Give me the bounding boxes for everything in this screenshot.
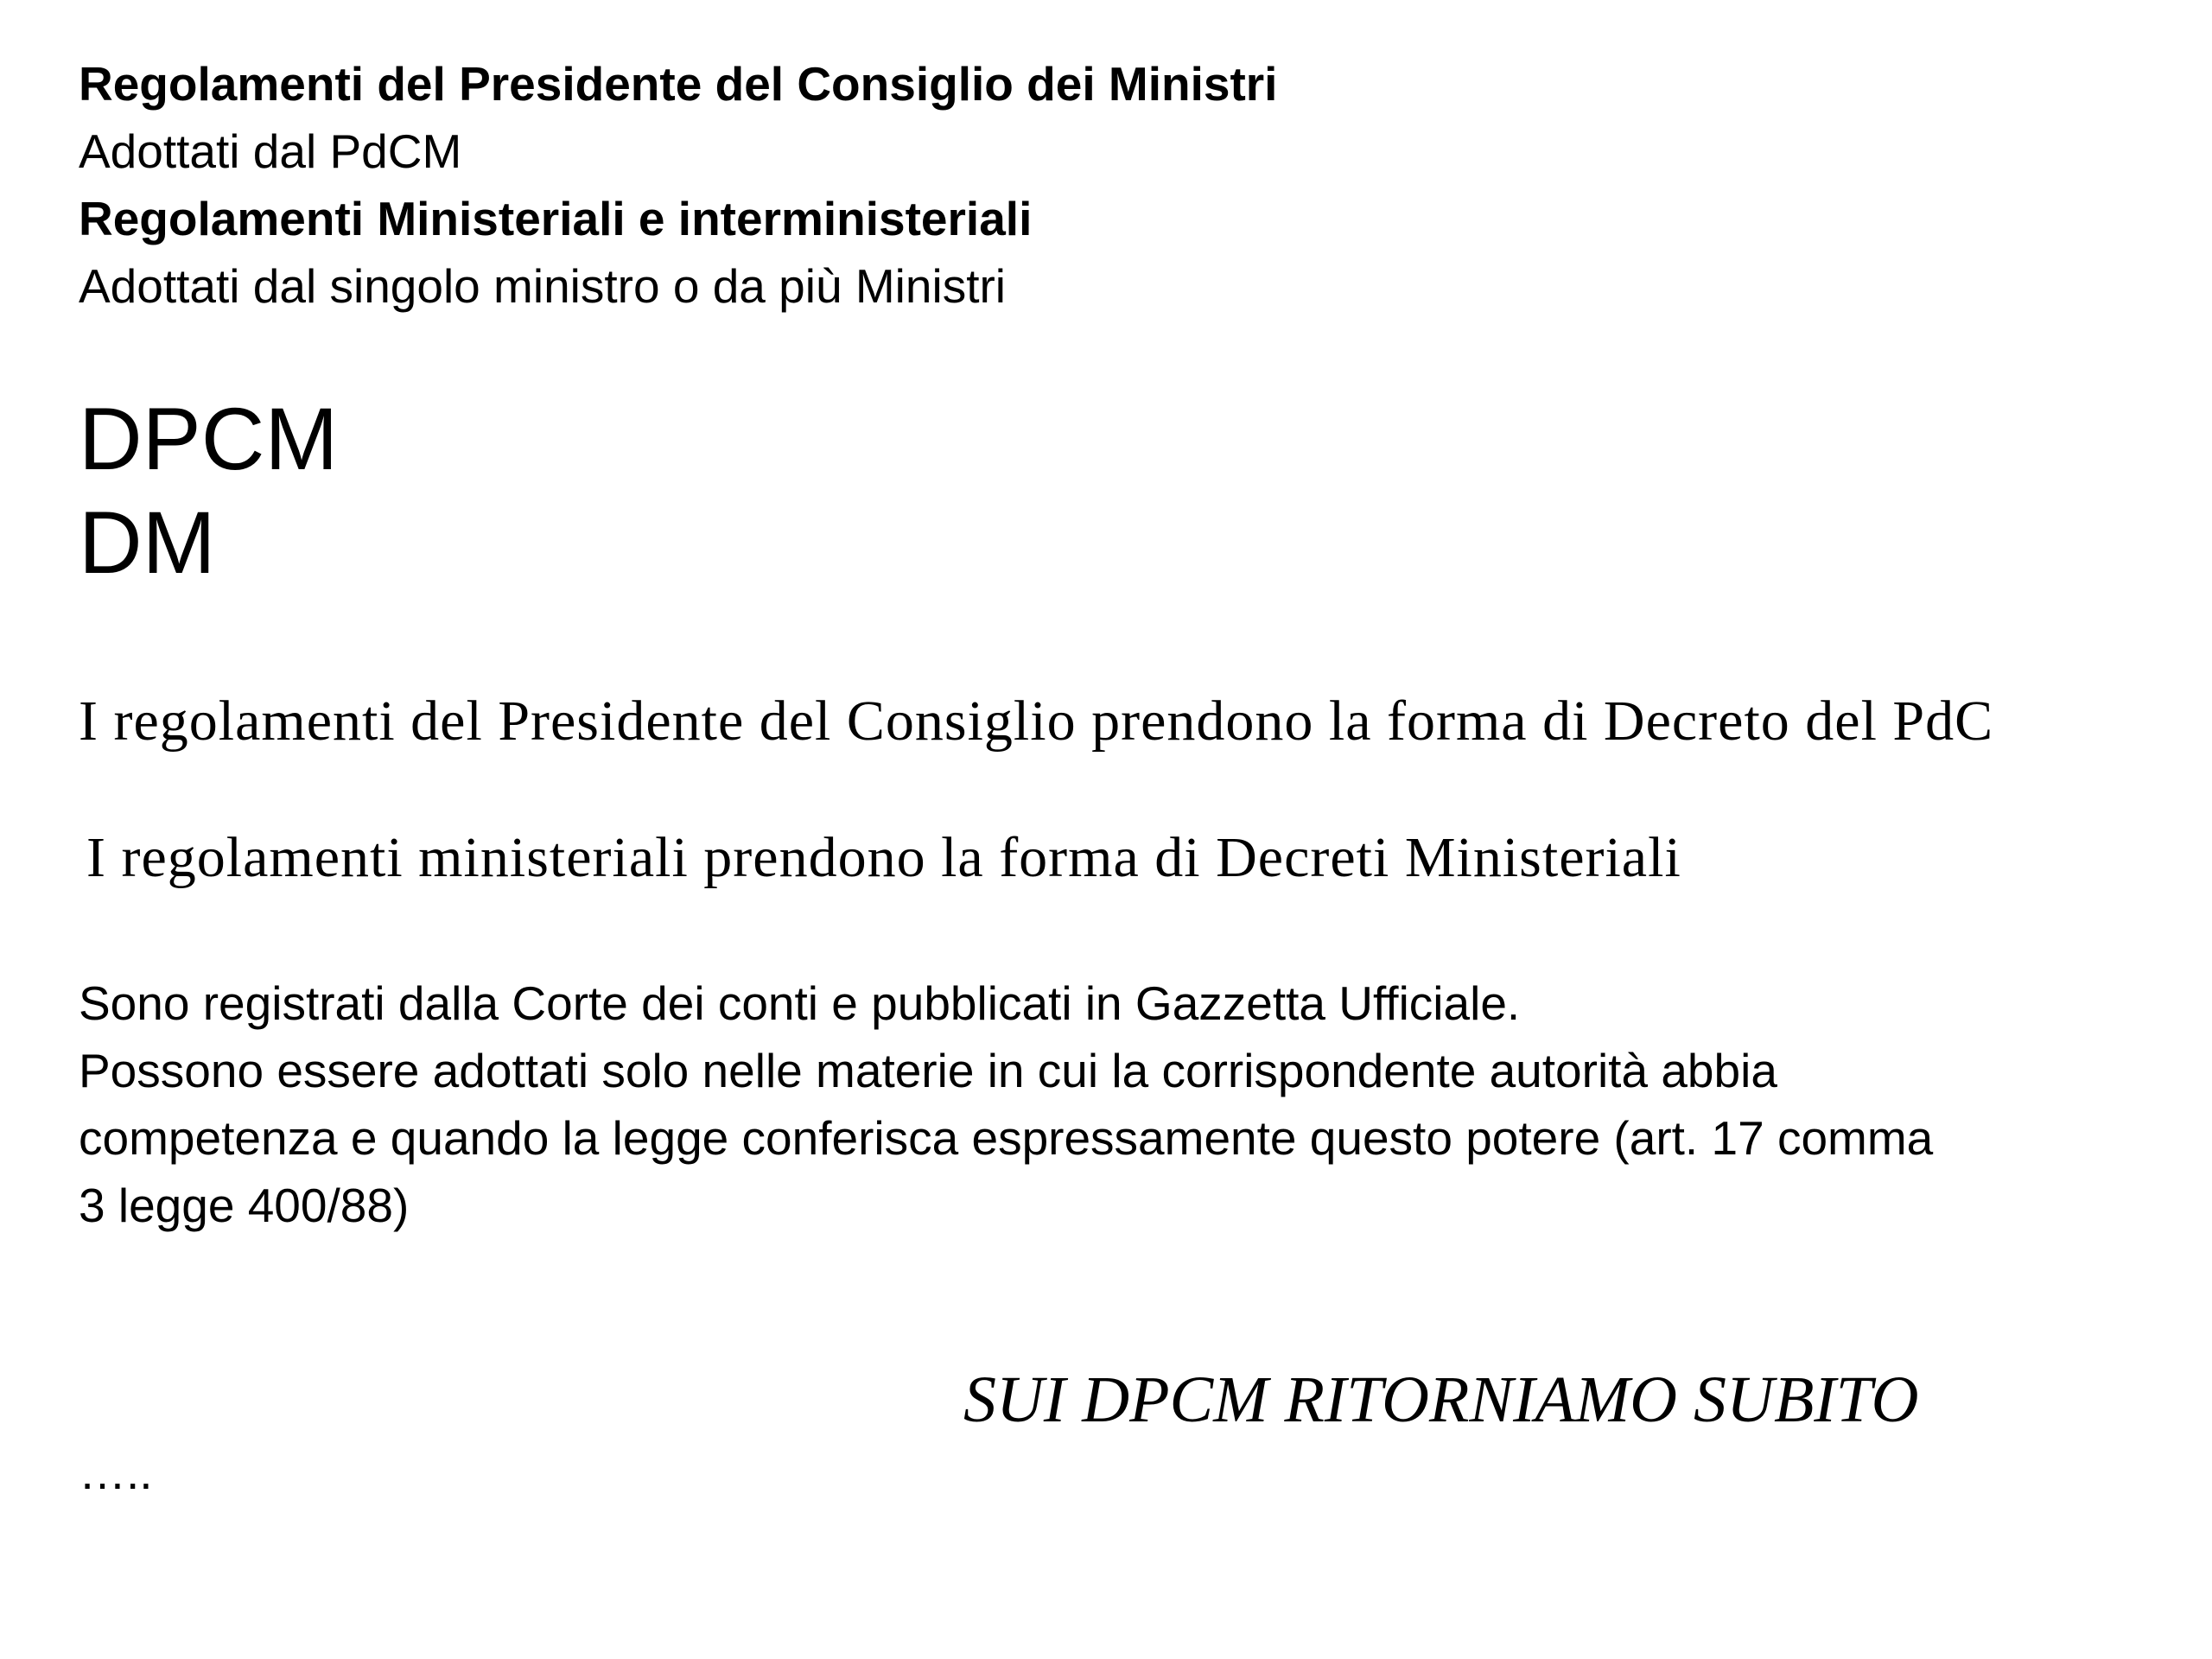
statement-pdc-form: I regolamenti del Presidente del Consiglio prendono la forma di Decreto del PdC: [79, 690, 1994, 753]
paragraph-registration: Sono registrati dalla Corte dei conti e pubblicati in Gazzetta Ufficiale.: [79, 976, 1521, 1030]
callout-dpcm-return: SUI DPCM RITORNIAMO SUBITO: [963, 1363, 1919, 1436]
heading-regolamenti-pdcm: Regolamenti del Presidente del Consiglio dei Ministri: [79, 57, 1278, 111]
paragraph-competence-line3: 3 legge 400/88): [79, 1179, 410, 1232]
paragraph-competence-line1: Possono essere adottati solo nelle materie in cui la corrispondente autorità abbia: [79, 1044, 1777, 1097]
acronym-dm: DM: [79, 493, 216, 592]
trailing-ellipsis: …..: [79, 1446, 153, 1499]
acronym-dpcm: DPCM: [79, 390, 339, 488]
heading-regolamenti-ministeriali: Regolamenti Ministeriali e interministeriali: [79, 192, 1033, 245]
subheading-adottati-pdcm: Adottati dal PdCM: [79, 124, 462, 178]
statement-ministerial-form: I regolamenti ministeriali prendono la forma di Decreti Ministeriali: [86, 826, 1681, 889]
paragraph-competence-line2: competenza e quando la legge conferisca espressamente questo potere (art. 17 comma: [79, 1111, 1934, 1165]
subheading-adottati-ministri: Adottati dal singolo ministro o da più Ministri: [79, 259, 1007, 313]
